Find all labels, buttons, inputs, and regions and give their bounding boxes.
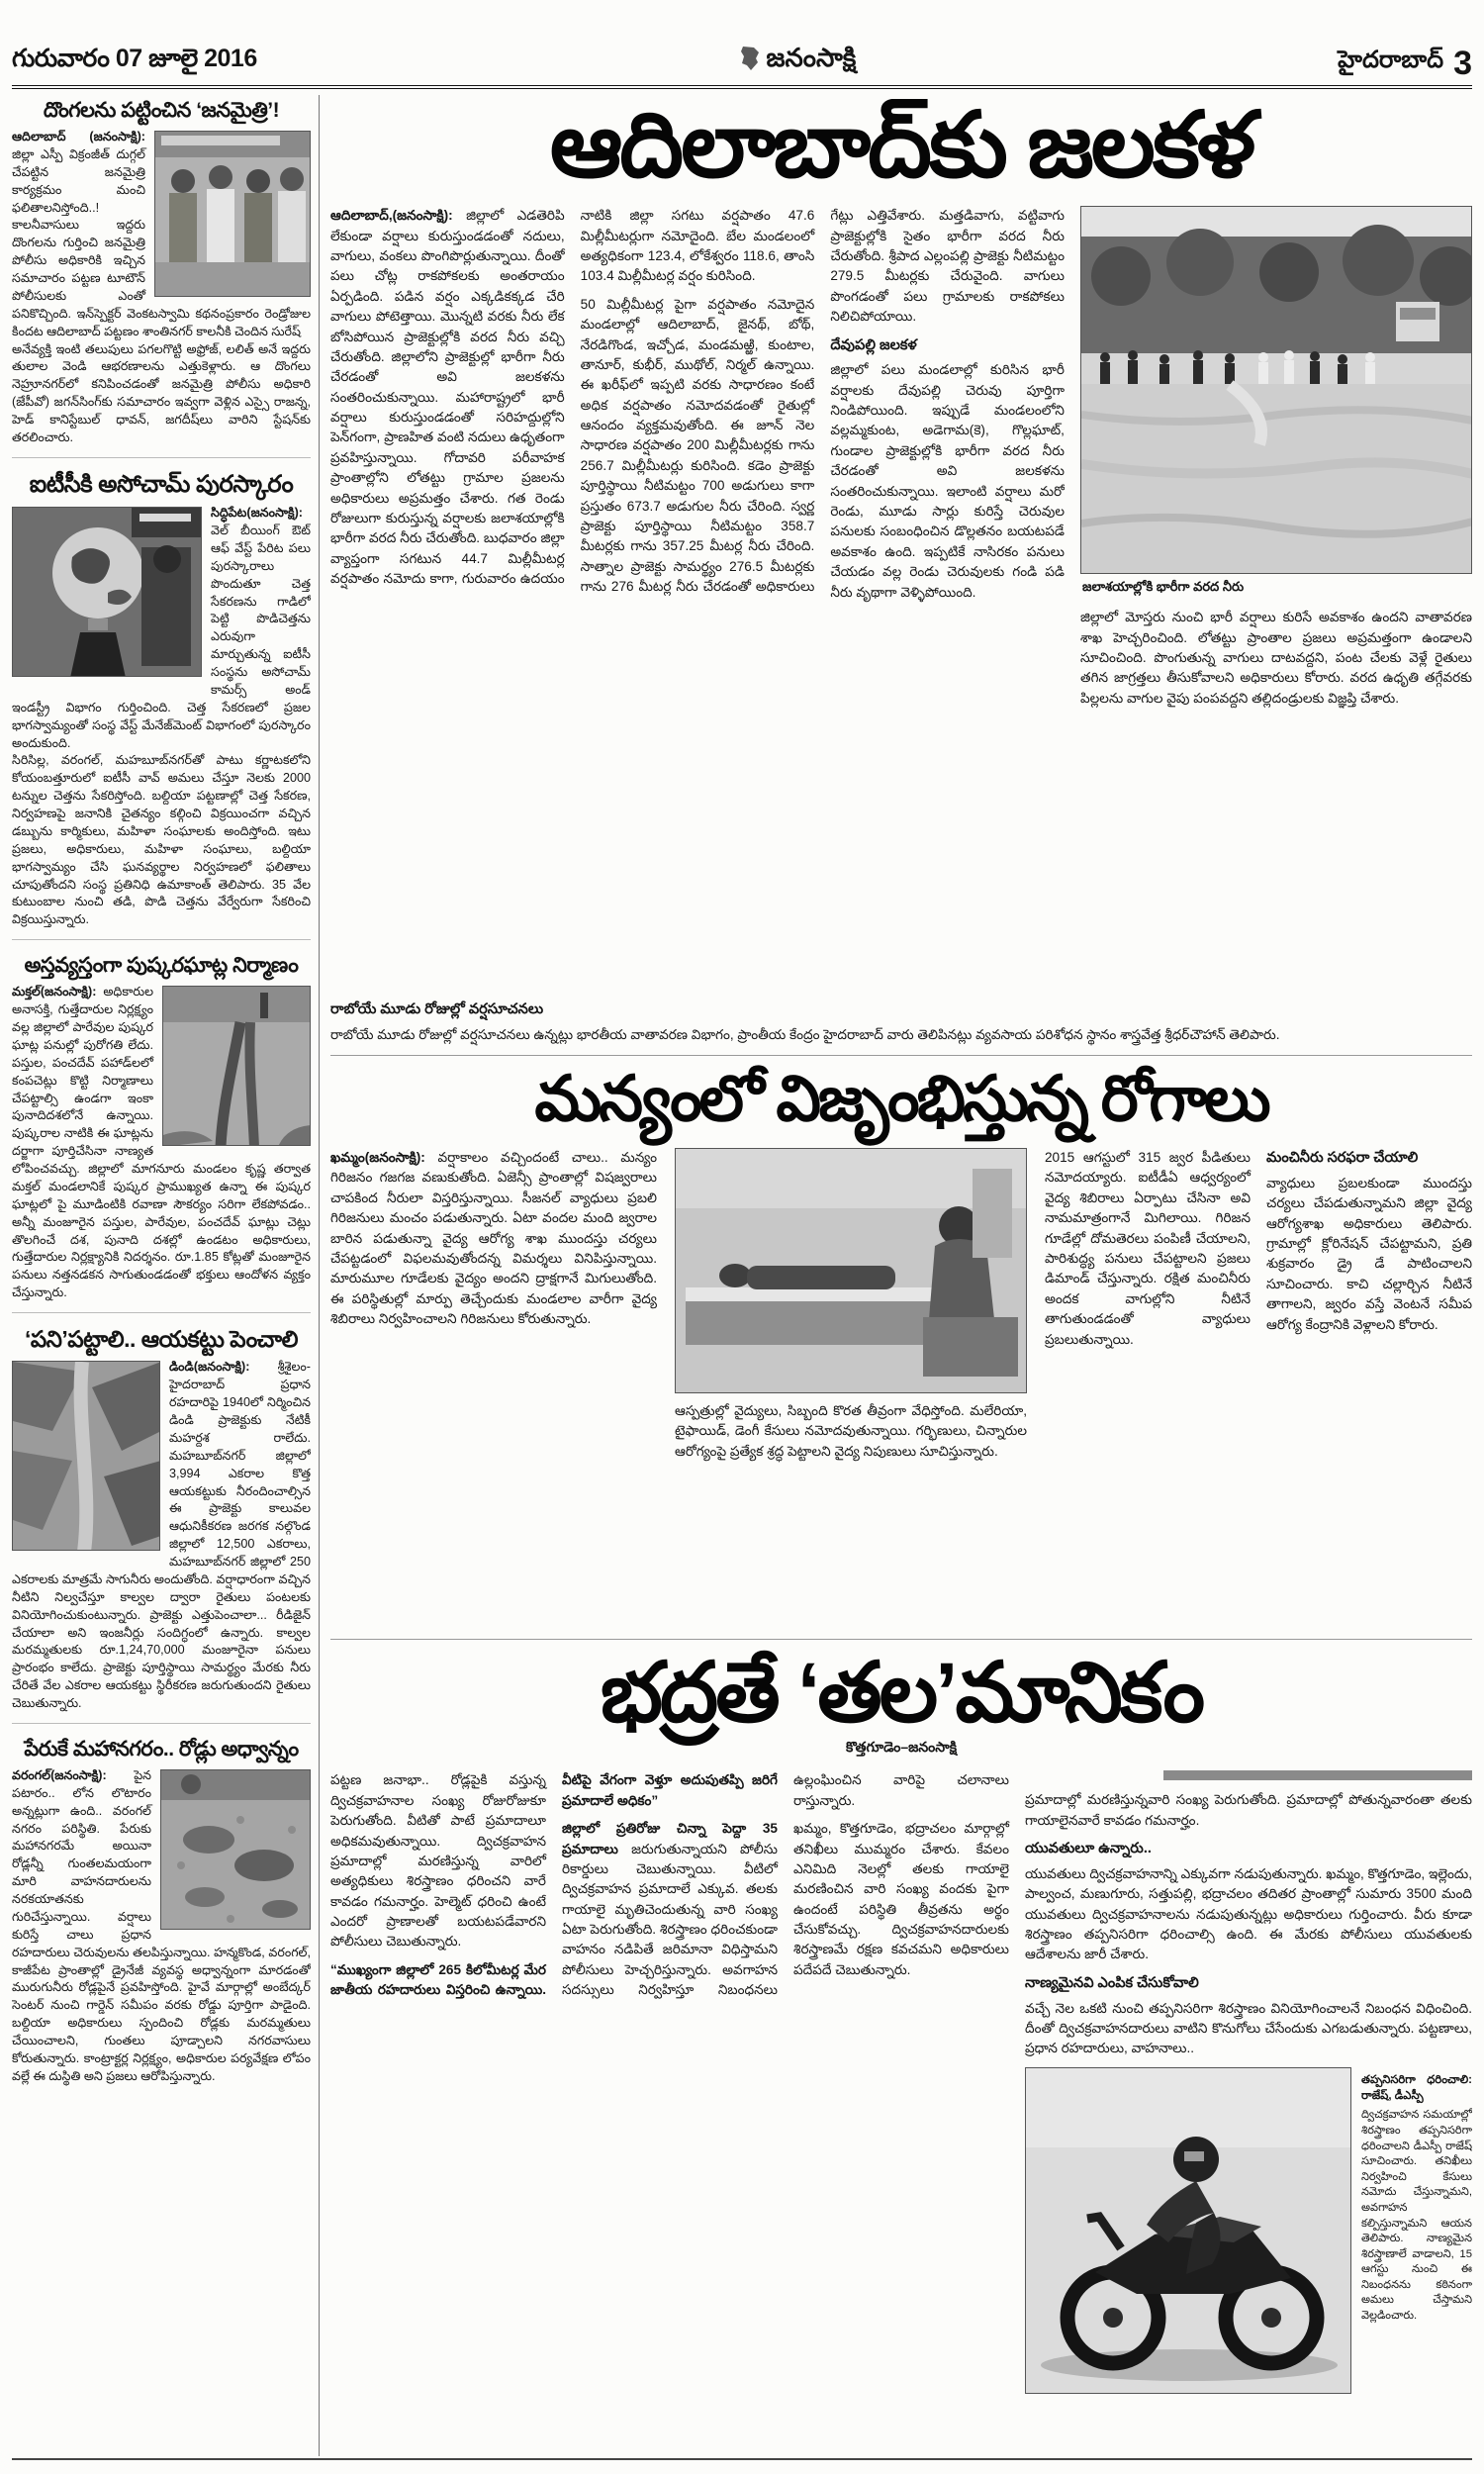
disease-col-1 (330, 1148, 657, 1629)
page-header (12, 34, 1472, 89)
article-dindi-project (12, 1327, 311, 1724)
flood-figure-stack (1080, 206, 1472, 990)
edition-block (1338, 45, 1472, 83)
page-number: 3 (1453, 45, 1472, 83)
safety-subhead-quality: నాణ్యమైనవి ఎంపిక చేసుకోవాలి (1025, 1974, 1199, 1991)
disease-col-3 (1045, 1148, 1472, 1629)
dateline: డిండి(జనంసాక్షి): (169, 1360, 250, 1375)
safety-quote: “ముఖ్యంగా జిల్లాలో 265 కిలోమీటర్ల మేర జాతీయ రహదారులు విస్తరించి ఉన్నాయి. వీటిపై వేగంగా వెళ్తూ అదుపుతప్పి జరిగే ప్రమాదాలే అధికం” (330, 1772, 778, 1998)
article-paragraph: 2015 ఆగస్టులో 315 జ్వర పీడితులు నమోదయ్యారు. ఐటీడీఏ ఆధ్వర్యంలో వైద్య శిబిరాలు ఏర్పాటు చేసినా అవి నామమాత్రంగానే మిగిలాయి. గిరిజన గూడేల్లో దోమతెరలు పంపిణీ చేయాలని, పారిశుద్ధ్య పనులు చేపట్టాలని ప్రజలు డిమాండ్ చేస్తున్నారు. రక్షిత మంచినీరు అందక వాగుల్లోని నీటినే తాగుతుండడంతో వ్యాధులు ప్రబలుతున్నాయి. (1045, 1150, 1251, 1347)
article-paragraph: ఆస్పత్రుల్లో వైద్యులు, సిబ్బంది కొరత తీవ్రంగా వేధిస్తోంది. మలేరియా, టైఫాయిడ్, డెంగీ కేసులు నమోదవుతున్నాయి. గర్భిణులు, చిన్నారుల ఆరోగ్యంపై ప్రత్యేక శ్రద్ధ పెట్టాలని వైద్య నిపుణులు సూచిస్తున్నారు. (675, 1403, 1027, 1459)
masthead-logo-icon (739, 46, 761, 76)
flood-photo (1080, 206, 1472, 574)
police-group-photo (154, 131, 311, 297)
article-body (12, 129, 311, 447)
safety-body-columns (330, 1770, 1009, 2424)
section-rule (330, 1055, 1472, 1056)
dateline: మక్తల్(జనంసాక్షి): (12, 985, 97, 999)
hospital-patient-photo (675, 1148, 1027, 1393)
article-pushkar-ghats (12, 954, 311, 1313)
edition-name: హైదరాబాద్ (1338, 47, 1444, 73)
article-paragraph: ఖమ్మం, కొత్తగూడెం, భద్రాచలం మార్గాల్లో తనిఖీలు ముమ్మరం చేశారు. కేవలం ఎనిమిది నెలల్లో తలకు గాయాలై మరణించిన వారి సంఖ్య వందకు పైగా ఉందంటే పరిస్థితి తీవ్రతను అర్థం చేసుకోవచ్చు. ద్విచక్రవాహనదారులకు శిరస్త్రాణమే రక్షణ కవచమని అధికారులు పదేపదే చెబుతున్నారు. (793, 1821, 1009, 1977)
left-column (12, 99, 311, 2454)
article-paragraph: జిల్లాలో పలు మండలాల్లో కురిసిన భారీ వర్షాలకు దేవుపల్లి చెరువు పూర్తిగా నిండిపోయింది. ఇప్పుడే మండలంలోని వల్లమ్మకుంట, అడెగామ(కె), గొల్లఘాట్, గుండాల ప్రాజెక్టుల్లోకి భారీగా వరద నీరు చేరడంతో అవి జలకళను సంతరించుకున్నాయి. ఇలాంటి వర్షాలు మరో రెండు, మూడు సార్లు కురిస్తే చెరువుల పనులకు సంబంధించిన డొల్లతనం బయటపడే అవకాశం ఉంది. ఇప్పటికే నాసిరకం పనులు చేయడం వల్ల రెండు చెరువులకు గండి పడి నీరు వృథాగా వెళ్ళిపోయింది. (830, 362, 1065, 600)
article-paragraph: మక్తల్(జనంసాక్షి): అధికారుల అనాసక్తి, గుత్తేదారుల నిర్లక్ష్యం వల్ల జిల్లాలో పారేవుల పుష్కర ఘాట్ల పనుల్లో పురోగతి లేదు. పస్తుల, పంచదేవ్ పహాడ్‌లలో కంపచెట్లు కొట్టి నిర్మాణాలు చేపట్టాల్సి ఉండగా ఇంకా పునాదిదశలోనే ఉన్నాయి. పుష్కరాల నాటికి ఈ ఘాట్లను దర్జాగా పూర్తిచేసినా నాణ్యత లోపించవచ్చు. జిల్లాలో మాగనూరు మండలం కృష్ణ తర్వాత మక్తల్ మండలానికే పుష్కర ప్రాముఖ్యత ఉన్నా ఈ పుష్కర ఘాట్లలో పై మూడింటికి రవాణా సౌకర్యం సరిగా లేకపోవడం.. అన్నీ మంజూరైన పస్తుల, పారేవుల, పంచదేవ్ ఘాట్లు చెట్లు తొలగించే దశ, పునాది దశల్లో ఉండటం అధికారులు, గుత్తేదారుల నిర్లక్ష్యానికి నిదర్శనం. రూ.1.85 కోట్లతో మంజూరైన పనులు నత్తనడకన సాగుతుండడంతో భక్తులు ఆందోళన వ్యక్తం చేస్తున్నారు. (12, 985, 311, 1300)
safety-dateline: కొత్తగూడెం–జనంసాక్షి (845, 1739, 958, 1756)
dateline: ఖమ్మం(జనంసాక్షి): (330, 1150, 425, 1166)
article-paragraph: ఆదిలాబాద్,(జనంసాక్షి): జిల్లాలో ఎడతెరిపి లేకుండా వర్షాలు కురుస్తుండడంతో నదులు, వాగులు, వంకలు పొంగిపొర్లుతున్నాయి. దీంతో పలు చోట్ల రాకపోకలకు అంతరాయం ఏర్పడింది. పడిన వర్షం ఎక్కడికక్కడ చేరి వాగులు పోటెత్తాయి. మొన్నటి వరకు నీరు లేక బోసిపోయిన ప్రాజెక్టుల్లోకి వరద నీరు వచ్చి చేరుతోంది. జిల్లాలోని ప్రాజెక్టుల్లో భారీగా నీరు చేరడంతో అవి జలకళను సంతరించుకున్నాయి. మహారాష్ట్రలో భారీ వర్షాలు కురుస్తుండడంతో సరిహద్దుల్లోని పెన్‌గంగా, ప్రాణహిత వంటి నదులు ఉధృతంగా ప్రవహిస్తున్నాయి. గోదావరి పరీవాహక ప్రాంతాల్లోని లోతట్టు గ్రామాల ప్రజలను అధికారులు అప్రమత్తం చేశారు. గత రెండు రోజులుగా కురుస్తున్న వర్షాలకు జలాశయాల్లోకి భారీగా వరద నీరు చేరుతోంది. బుధవారం జిల్లా వ్యాప్తంగా సగటున 44.7 మిల్లీమీటర్ల వర్షపాతం నమోదు కాగా, గురువారం ఉదయం నాటికి జిల్లా సగటు వర్షపాతం 47.6 మిల్లీమీటర్లుగా నమోదైంది. బేల మండలంలో అత్యధికంగా 123.4, లోకేశ్వరం 118.6, తాంసి 103.4 మిల్లీమీటర్ల వర్షం కురిసింది. (330, 208, 815, 587)
canal-gorge-photo (12, 1361, 160, 1551)
article-disease (330, 1063, 1472, 1629)
article-paragraph: డిండి(జనంసాక్షి): శ్రీశైలం-హైదరాబాద్ ప్రధాన రహదారిపై 1940లో నిర్మించిన డిండి ప్రాజెక్టుకు నేటికీ మహర్దశ రాలేదు. మహబూబ్‌నగర్ జిల్లాలో 3,994 ఎకరాల కొత్త ఆయకట్టుకు నీరందించాల్సిన ఈ ప్రాజెక్టు కాలువల ఆధునికీకరణ జరగక నల్గొండ జిల్లాలో 12,500 ఎకరాలు, మహబూబ్‌నగర్ జిల్లాలో 250 ఎకరాలకు మాత్రమే సాగునీరు అందుతోంది. వర్షాధారంగా వచ్చిన నీటిని నిల్వచేస్తూ కాల్వల ద్వారా రైతులు పంటలకు వినియోగించుకుంటున్నారు. ప్రాజెక్టు ఎత్తుపెంచాలా... రీడిజైన్ చేయాలా అని ఇంజనీర్లు సందిగ్ధంలో ఉన్నారు. కాల్వల మరమ్మతులకు రూ.1,24,70,000 మంజూరైనా పనులు ప్రారంభం కాలేదు. ప్రాజెక్టు పూర్తిస్థాయి సామర్థ్యం మేరకు నీరు చేరితే వేల ఎకరాల ఆయకట్టు స్థిరీకరణ జరుగుతుందని రైతులు చెబుతున్నారు. (12, 1360, 311, 1710)
main-area (330, 99, 1472, 2454)
article-paragraph: సిద్ధిపేట(జనంసాక్షి): వెల్ బీయింగ్ ఔట్ ఆఫ్ వేస్ట్ పేరిట పలు పురస్కారాలు పొందుతూ చెత్త సేకరణను గాడిలో పెట్టి పొడిచెత్తను ఎరువుగా మార్చుతున్న ఐటీసీ సంస్థను అసోచామ్ కామర్స్ అండ్ ఇండస్ట్రీ విభాగం గుర్తించింది. చెత్త సేకరణలో ప్రజల భాగస్వామ్యంతో సంస్థ వేస్ట్ మేనేజ్‌మెంట్ విభాగంలో పురస్కారం అందుకుంది. (12, 506, 311, 750)
article-helmet-safety (330, 1646, 1472, 2424)
safety-subhead-women: యువతులూ ఉన్నారు.. (1025, 1841, 1152, 1857)
damaged-road-photo (160, 1769, 311, 1930)
article-itc-award (12, 472, 311, 940)
article-body (12, 1359, 311, 1713)
decorative-rule (1163, 1770, 1472, 1780)
article-paragraph: జిల్లాలో ప్రతిరోజు చిన్నా పెద్దా 35 ప్రమాదాలు జరుగుతున్నాయని పోలీసు రికార్డులు చెబుతున్నాయి. వీటిలో ద్విచక్రవాహన ప్రమాదాలే ఎక్కువ. తలకు గాయాలై మృతిచెందుతున్న వారి సంఖ్య ఏటా పెరుగుతోంది. శిరస్త్రాణం ధరించకుండా వాహనం నడిపితే జరిమానా విధిస్తామని పోలీసులు హెచ్చరిస్తున్నారు. అవగాహన సదస్సులు నిర్వహిస్తూ నిబంధనలు ఉల్లంఘించిన వారిపై చలానాలు రాస్తున్నారు. (562, 1772, 1009, 1998)
flood-side-text (1080, 608, 1472, 709)
safety-subhead-dsp: తప్పనిసరిగా ధరించాలి: రాజేష్, డీఎస్పీ (1361, 2073, 1472, 2102)
masthead-title: జనంసాక్షి (766, 43, 857, 72)
article-paragraph: 50 మిల్లీమీటర్ల పైగా వర్షపాతం నమోదైన మండలాల్లో ఆదిలాబాద్, జైనథ్, బోథ్, నేరడిగొండ, ఇచ్చోడ, మండమఱ్ఱి, కుంటాల, తానూర్, కుభీర్, ముథోల్, నిర్మల్ ఉన్నాయి. ఈ ఖరీఫ్‌లో ఇప్పటి వరకు సాధారణం కంటే అధిక వర్షపాతం నమోదవడంతో రైతుల్లో ఆనందం వ్యక్తమవుతోంది. ఈ జూన్ నెల సాధారణ వర్షపాతం 200 మిల్లీమీటర్లకు గాను 256.7 మిల్లీమీటర్లు కురిసింది. కడెం ప్రాజెక్టు పూర్తిస్థాయి నీటిమట్టం 700 అడుగులు కాగా ప్రస్తుతం 673.7 అడుగుల నీరు చేరింది. స్వర్ణ ప్రాజెక్టు పూర్తిస్థాయి నీటిమట్టం 358.7 మీటర్లకు గాను 357.25 మీటర్ల నీరు చేరింది. సాత్నాల ప్రాజెక్టు సామర్థ్యం 276.5 మీటర్లకు గాను 276 మీటర్ల నీరు చేరడంతో అధికారులు గేట్లు ఎత్తివేశారు. మత్తడివాగు, వట్టివాగు ప్రాజెక్టుల్లోకి సైతం భారీగా వరద నీరు చేరుతోంది. శ్రీపాద ఎల్లంపల్లి ప్రాజెక్టు నీటిమట్టం 279.5 మీటర్లకు చేరువైంది. వాగులు పొంగడంతో పలు గ్రామాలకు రాకపోకలు నిలిచిపోయాయి. (580, 208, 1065, 595)
flood-forecast-block (330, 999, 1472, 1045)
article-headline: ఐటీసీకి అసోచామ్ పురస్కారం (29, 470, 294, 498)
column-divider (319, 95, 320, 2456)
bottom-rule (12, 2458, 1472, 2460)
dateline: సిద్ధిపేట(జనంసాక్షి): (211, 506, 303, 521)
article-paragraph: ఆదిలాబాద్ (జనంసాక్షి): జిల్లా ఎస్పీ విక్రంజీత్ దుగ్గల్ చేపట్టిన జనమైత్రి కార్యక్రమం మంచి ఫలితాలనిస్తోంది..! కాలనీవాసులు ఇద్దరు దొంగలను గుర్తించి జనమైత్రి పోలీసు అధికారికి ఇచ్చిన సమాచారం పట్టణ టూటౌన్ పోలీసులకు ఎంతో పనికొచ్చింది. ఇన్‌స్పెక్టర్ వెంకటస్వామి కథనంప్రకారం రెండ్రోజుల కిందట ఆదిలాబాద్ పట్టణం శాంతినగర్ కాలనీకి చెందిన సురేష్ (12, 130, 311, 338)
flood-subhead-forecast: రాబోయే మూడు రోజుల్లో వర్షసూచనలు (330, 1001, 544, 1018)
muddy-road-photo (162, 986, 311, 1146)
article-janamaitri (12, 99, 311, 458)
disease-col-2-text (675, 1401, 1027, 1462)
dateline: ఆదిలాబాద్,(జనంసాక్షి): (330, 208, 453, 224)
flood-body (330, 206, 1065, 990)
article-paragraph: పట్టణ జనాభా.. రోడ్లపైకి వస్తున్న ద్విచక్రవాహనాల సంఖ్య రోజురోజుకూ పెరుగుతోంది. వీటితో పాటే ప్రమాదాలూ అధికమవుతున్నాయి. ద్విచక్రవాహన ప్రమాదాల్లో మరణిస్తున్న వారిలో అత్యధికులు శిరస్త్రాణం ధరించని వారే కావడం గమనార్హం. హెల్మెట్ ధరించి ఉంటే ఎందరో ప్రాణాలతో బయటపడేవారని పోలీసులు చెబుతున్నారు. (330, 1772, 546, 1950)
article-warangal-roads (12, 1738, 311, 2096)
article-paragraph: సిరిసిల్ల, వరంగల్, మహబూబ్‌నగర్‌తో పాటు కర్ణాటకలోని కోయంబత్తూరులో ఐటీసీ వావ్ అమలు చేస్తూ నెలకు 2000 టన్నుల చెత్తను సేకరిస్తోంది. బల్దియా పట్టణాల్లో చెత్త సేకరణ, నిర్వహణపై జనానికి చైతన్యం కల్గించి విక్రయించగా వచ్చిన డబ్బును కార్మికులు, మహిళా సంఘాలకు అందిస్తోంది. ఇటు ప్రజలు, అధికారులు, మహిళా సంఘాలు, బల్దియా భాగస్వామ్యం చేసి ఘనవ్యర్థాల నిర్వహణలో ఫలితాలు చూపుతోందని సంస్థ ప్రతినిధి ఉమాకాంత్ తెలిపారు. 35 వేల కుటుంబాల నుంచి తడి, పొడి చెత్తను వేర్వేరుగా సేకరించి విక్రయిస్తున్నారు. (12, 753, 311, 927)
bold-lead: జిల్లాలో ప్రతిరోజు చిన్నా పెద్దా 35 ప్రమాదాలు (562, 1821, 778, 1856)
dateline: వరంగల్(జనంసాక్షి): (12, 1767, 107, 1782)
safety-right-region (1025, 1770, 1472, 2424)
article-body (12, 984, 311, 1302)
disease-subhead: మంచినీరు సరఫరా చేయాలి (1266, 1150, 1419, 1167)
motorcycle-rider-photo (1025, 2067, 1351, 2394)
globe-trophy-photo (12, 507, 202, 677)
article-paragraph: జిల్లాలో మోస్తరు నుంచి భారీ వర్షాలు కురిసే అవకాశం ఉందని వాతావరణ శాఖ హెచ్చరించింది. లోతట్టు ప్రాంతాల ప్రజలు అప్రమత్తంగా ఉండాలని సూచించింది. పొంగుతున్న వాగులు దాటవద్దని, పంట చేలకు వెళ్లే రైతులు తగిన జాగ్రత్తలు తీసుకోవాలని అధికారులు కోరారు. వరద ఉధృతి తగ్గేవరకు పిల్లలను వాగుల వైపు పంపవద్దని తల్లిదండ్రులకు విజ్ఞప్తి చేశారు. (1080, 610, 1472, 706)
article-paragraph: ఖమ్మం(జనంసాక్షి): వర్షాకాలం వచ్చిందంటే చాలు.. మన్యం గిరిజనం గజగజ వణుకుతోంది. ఏజెన్సీ ప్రాంతాల్లో విషజ్వరాలు చాపకింద నీరులా విస్తరిస్తున్నాయి. సీజనల్ వ్యాధులు ప్రబలి గిరిజనులు మంచం పడుతున్నారు. ఏటా వందల మంది జ్వరాల బారిన పడుతున్నా వైద్య ఆరోగ్య శాఖ ముందస్తు చర్యలు చేపట్టడంలో విఫలమవుతోందన్న విమర్శలు వినిపిస్తున్నాయి. మారుమూల గూడేలకు వైద్యం అందని ద్రాక్షగానే మిగులుతోంది. ఈ పరిస్థితుల్లో మార్పు తెచ్చేందుకు మండలాల వారీగా వైద్య శిబిరాలు నిర్వహించాలని గిరిజనులు కోరుతున్నారు. (330, 1150, 657, 1327)
disease-col-2 (675, 1148, 1027, 1629)
disease-headline: మన్యంలో విజృంభిస్తున్న రోగాలు (534, 1063, 1268, 1135)
flood-photo-caption: జలాశయాల్లోకి భారీగా వరద నీరు (1082, 579, 1245, 595)
flood-subhead-devupalli: దేవుపల్లి జలకళ (830, 336, 917, 353)
article-headline: పేరుకే మహానగరం.. రోడ్లు అధ్వాన్నం (24, 1737, 299, 1760)
article-headline: అస్తవ్యస్తంగా పుష్కరఘాట్ల నిర్మాణం (24, 954, 299, 978)
article-paragraph: ద్విచక్రవాహన సమయాల్లో శిరస్త్రాణం తప్పనిసరిగా ధరించాలని డీఎస్పీ రాజేష్ సూచించారు. తనిఖీలు నిర్వహించి కేసులు నమోదు చేస్తున్నామని, అవగాహన కల్పిస్తున్నామని ఆయన తెలిపారు. నాణ్యమైన శిరస్త్రాణాలే వాడాలని, 15 ఆగస్టు నుంచి ఈ నిబంధనను కఠినంగా అమలు చేస్తామని వెల్లడించారు. (1361, 2109, 1472, 2322)
article-paragraph: వ్యాధులు ప్రబలకుండా ముందస్తు చర్యలు చేపడుతున్నామని జిల్లా వైద్య ఆరోగ్యశాఖ అధికారులు తెలిపారు. గ్రామాల్లో క్లోరినేషన్ చేపట్టామని, ప్రతి శుక్రవారం డ్రై డే పాటించాలని సూచించారు. కాచి చల్లార్చిన నీటినే తాగాలని, జ్వరం వస్తే వెంటనే సమీప ఆరోగ్య కేంద్రానికి వెళ్లాలని కోరారు. (1266, 1175, 1472, 1332)
article-headline: దొంగలను పట్టించిన ‘జనమైత్రి’! (43, 99, 280, 122)
dateline: ఆదిలాబాద్ (జనంసాక్షి): (12, 130, 145, 144)
flood-headline: ఆదిలాబాద్‌కు జలకళ (549, 99, 1253, 196)
article-paragraph: అనేవ్యక్తి ఇంటి తలుపులు పగలగొట్టి అఫ్రోజ్, లలిత్ అనే ఇద్దరు తులాల వెండి ఆభరణాలను ఎత్తుకెళ్లారు. ఆ దొంగలు నెహ్రూనగర్‌లో కనిపించడంతో జనమైత్రి పోలీసు అధికారి (జేపీవో) జగన్‌సింగ్‌కు సమాచారం ఇవ్వగా వెళ్లిన ఎస్సై రాజన్న, హెడ్ కానిస్టేబుల్ ధావన్, జగదీష్‌లు వారిని స్టేషన్‌కు తరలించారు. (12, 341, 311, 444)
article-body (12, 505, 311, 929)
article-body (12, 1767, 311, 2086)
article-paragraph: వరంగల్(జనంసాక్షి): పైన పటారం.. లోన లొటారం అన్నట్లుగా ఉంది.. వరంగల్ నగరం పరిస్థితి. పేరుకు మహానగరమే అయినా రోడ్లన్నీ గుంతలమయంగా మారి వాహనదారులను నరకయాతనకు గురిచేస్తున్నాయి. వర్షాలు కురిస్తే చాలు ప్రధాన రహదారులు చెరువులను తలపిస్తున్నాయి. హన్మకొండ, వరంగల్, కాజీపేట ప్రాంతాల్లో డ్రైనేజీ వ్యవస్థ అధ్వాన్నంగా మారడంతో మురుగునీరు రోడ్లపైనే ప్రవహిస్తోంది. హైవే మార్గాల్లో అంబేద్కర్ సెంటర్ నుంచి గార్డెన్ సమీపం వరకు రోడ్డు పూర్తిగా పాడైంది. బల్దియా అధికారులు స్పందించి రోడ్లకు మరమ్మతులు చేయించాలని, గుంతలు పూడ్చాలని నగరవాసులు కోరుతున్నారు. కాంట్రాక్టర్ల నిర్లక్ష్యం, అధికారుల పర్యవేక్షణ లోపం వల్లే ఈ దుస్థితి అని ప్రజలు ఆరోపిస్తున్నారు. (12, 1767, 311, 2083)
section-rule (330, 1639, 1472, 1640)
safety-right-text (1025, 1790, 1472, 2058)
date-text: గురువారం 07 జూలై 2016 (12, 45, 257, 72)
article-headline: ‘పని’పట్టాలి.. ఆయకట్టు పెంచాలి (24, 1326, 299, 1353)
article-paragraph: రాబోయే మూడు రోజుల్లో వర్షసూచనలు ఉన్నట్లు భారతీయ వాతావరణ విభాగం, ప్రాంతీయ కేంద్రం హైదరాబాద్ వారు తెలిపినట్లు వ్యవసాయ పరిశోధన స్థానం శాస్త్రవేత్త శ్రీధర్‌చౌహాన్ తెలిపారు. (330, 1026, 1280, 1042)
article-paragraph: యువతులు ద్విచక్రవాహనాన్ని ఎక్కువగా నడుపుతున్నారు. ఖమ్మం, కొత్తగూడెం, ఇల్లెందు, పాల్వంచ, మణుగూరు, సత్తుపల్లి, భద్రాచలం తదితర ప్రాంతాల్లో సుమారు 3500 మంది యువతులు ద్విచక్రవాహనాలను నడుపుతున్నట్లు అధికారులు గుర్తించారు. వీరు కూడా శిరస్త్రాణం తప్పనిసరిగా ధరించాల్సి ఉంది. ఈ మేరకు పోలీసులు యువతులకు ఆదేశాలను జారీ చేశారు. (1025, 1865, 1472, 1962)
masthead (739, 43, 857, 79)
safety-side-column (1361, 2067, 1472, 2394)
article-flood (330, 101, 1472, 1045)
article-paragraph: ప్రమాదాల్లో మరణిస్తున్నవారి సంఖ్య పెరుగుతోంది. ప్రమాదాల్లో పోతున్నవారంతా తలకు గాయాలైనవారే కావడం గమనార్హం. (1025, 1792, 1472, 1828)
safety-headline: భద్రతే ‘తల’మానికం (600, 1646, 1203, 1740)
article-paragraph: వచ్చే నెల ఒకటి నుంచి తప్పనిసరిగా శిరస్త్రాణం వినియోగించాలనే నిబంధన విధించింది. దీంతో ద్విచక్రవాహనదారులు వాటిని కొనుగోలు చేసేందుకు ఎగబడుతున్నారు. పట్టణాలు, ప్రధాన రహదారులు, వాహనాలు.. (1025, 2000, 1472, 2056)
